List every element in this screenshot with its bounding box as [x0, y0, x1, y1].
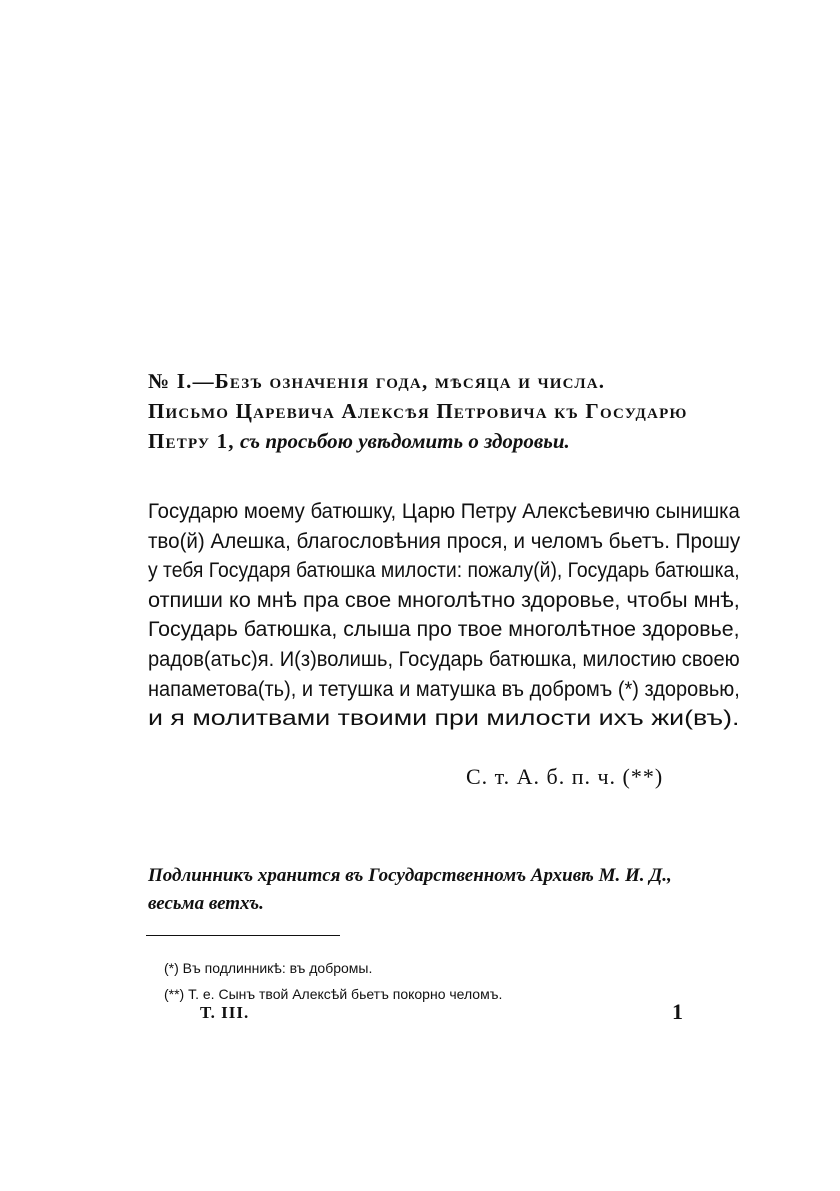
footnote-divider — [146, 935, 340, 936]
footnote-1: (*) Въ подлинникѣ: въ добромы. — [164, 960, 373, 976]
heading-line-2: Письмо Царевича Алексѣя Петровича къ Государю — [148, 399, 688, 423]
letter-line: Государю моему батюшку, Царю Петру Алексѣевичю сынишка — [148, 500, 740, 523]
footnote-2: (**) Т. е. Сынъ твой Алексѣй бьетъ покорно челомъ. — [164, 986, 503, 1002]
footnotes — [164, 955, 502, 1007]
archive-note-line-1: Подлинникъ хранится въ Государственномъ Архивѣ М. И. Д., — [148, 865, 672, 886]
archive-note-line-2: весьма ветхъ. — [148, 893, 264, 914]
document-heading — [148, 366, 740, 456]
letter-line: тво(й) Алешка, благословѣния прося, и челомъ бьетъ. Прошу — [148, 529, 741, 553]
letter-line: Государь батюшка, слыша про твое многолѣтное здоровье, — [148, 618, 740, 642]
letter-line: у тебя Государя батюшка милости: пожалу(й), Государь батюшка, — [148, 559, 740, 583]
letter-line: и я молитвами твоими при милости ихъ жи(въ). — [148, 707, 740, 731]
letter-line: напаметова(ть), и тетушка и матушка въ добромъ (*) здоровью, — [148, 677, 740, 701]
heading-line-3-italic: съ просьбою увѣдомить о здоровьи. — [240, 429, 570, 453]
heading-line-3 — [148, 426, 740, 456]
page-number: 1 — [672, 999, 683, 1024]
letter-line: радов(атьс)я. И(з)волишь, Государь батюшка, милостию своею — [148, 647, 740, 671]
letter-signature: С. т. А. б. п. ч. (**) — [466, 764, 664, 789]
volume-mark: Т. III. — [200, 1003, 250, 1022]
archive-note — [148, 862, 740, 918]
letter-text — [148, 497, 740, 734]
heading-line-3-roman: Петру 1, — [148, 429, 235, 453]
letter-line: отпиши ко мнѣ пра свое многолѣтно здоровье, чтобы мнѣ, — [148, 588, 740, 612]
heading-line-1: № I.—Безъ означенія года, мѣсяца и числа. — [148, 369, 606, 393]
